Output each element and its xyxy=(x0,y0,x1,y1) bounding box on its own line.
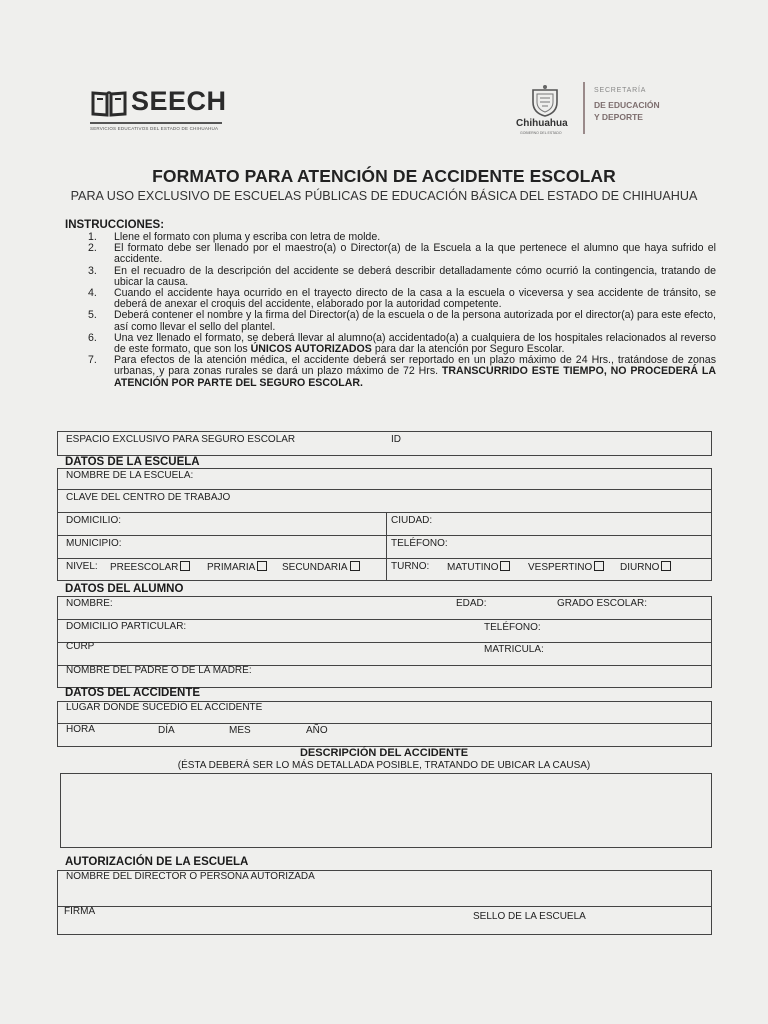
seech-wordmark: SEECH xyxy=(131,86,227,116)
parent-name-field[interactable]: NOMBRE DEL PADRE O DE LA MADRE: xyxy=(66,665,252,676)
instruction-number: 1. xyxy=(88,231,97,243)
preschool-option[interactable] xyxy=(110,561,190,573)
instruction-number: 2. xyxy=(88,242,97,255)
day-shift-option[interactable] xyxy=(620,561,671,573)
instruction-emphasis: TRANSCURRIDO ESTE TIEMPO, NO PROCEDERÁ LA ATENCIÓN POR PARTE DEL SEGURO ESCOLAR. xyxy=(114,365,716,389)
preschool-checkbox[interactable] xyxy=(180,561,190,571)
school-municipality-field[interactable]: MUNICIPIO: xyxy=(66,538,122,549)
school-level-label: NIVEL: xyxy=(66,561,98,572)
authorization-section-heading: AUTORIZACIÓN DE LA ESCUELA xyxy=(65,856,249,868)
secretaria-line-3: Y DEPORTE xyxy=(594,112,643,122)
school-seal-field[interactable]: SELLO DE LA ESCUELA xyxy=(473,911,586,922)
instruction-item xyxy=(68,243,716,265)
instruction-item xyxy=(68,333,716,355)
school-shift-label: TURNO: xyxy=(391,561,430,572)
instruction-text: Deberá contener el nombre y la firma del Director(a) de la escuela o de la persona autorizada por el director(a) para este efecto, así como llevar el sello del plantel. xyxy=(114,309,716,333)
row-divider xyxy=(57,906,712,907)
instruction-item xyxy=(68,266,716,288)
state-seal-icon xyxy=(528,84,562,118)
insurance-label: ESPACIO EXCLUSIVO PARA SEGURO ESCOLAR xyxy=(66,434,296,445)
logo-divider xyxy=(90,122,222,124)
secondary-checkbox[interactable] xyxy=(350,561,360,571)
instruction-item xyxy=(68,288,716,310)
open-book-icon xyxy=(90,88,128,118)
primary-checkbox[interactable] xyxy=(257,561,267,571)
student-name-field[interactable]: NOMBRE: xyxy=(66,598,113,609)
school-city-field[interactable]: CIUDAD: xyxy=(391,515,433,526)
insurance-id-label: ID xyxy=(391,434,401,445)
primary-option[interactable] xyxy=(207,561,267,573)
column-divider xyxy=(386,512,387,581)
instruction-text: Llene el formato con pluma y escriba con letra de molde. xyxy=(114,231,381,243)
row-divider xyxy=(57,619,712,620)
morning-label: MATUTINO xyxy=(447,562,499,573)
instruction-text-part: Para efectos de la atención médica, el accidente deberá ser reportado en un plazo máximo de 24 Hrs., tratándose de zonas urbanas, y para zonas rurales se dará un plazo máximo de 72 Hrs. xyxy=(114,354,716,378)
instruction-text xyxy=(92,355,716,389)
evening-label: VESPERTINO xyxy=(528,562,593,573)
school-cct-field[interactable]: CLAVE DEL CENTRO DE TRABAJO xyxy=(66,492,231,503)
instruction-number: 4. xyxy=(88,287,97,300)
row-divider xyxy=(57,489,712,490)
instruction-number: 5. xyxy=(88,309,97,322)
description-note: (ÉSTA DEBERÁ SER LO MÁS DETALLADA POSIBLE, TRATANDO DE UBICAR LA CAUSA) xyxy=(177,760,591,771)
school-section-heading: DATOS DE LA ESCUELA xyxy=(65,456,200,468)
secondary-label: SECUNDARIA xyxy=(282,562,348,573)
student-age-field[interactable]: EDAD: xyxy=(456,598,487,609)
seech-tagline: SERVICIOS EDUCATIVOS DEL ESTADO DE CHIHUAHUA xyxy=(90,126,219,131)
primary-label: PRIMARIA xyxy=(207,562,256,573)
document-subtitle: PARA USO EXCLUSIVO DE ESCUELAS PÚBLICAS DE EDUCACIÓN BÁSICA DEL ESTADO DE CHIHUAHUA xyxy=(70,189,698,203)
document-title: FORMATO PARA ATENCIÓN DE ACCIDENTE ESCOLAR xyxy=(152,166,616,186)
student-address-field[interactable]: DOMICILIO PARTICULAR: xyxy=(66,621,187,632)
chihuahua-wordmark: Chihuahua xyxy=(516,118,568,129)
seech-logo xyxy=(90,86,240,132)
day-shift-label: DIURNO xyxy=(620,562,660,573)
accident-place-field[interactable]: LUGAR DONDE SUCEDIÓ EL ACCIDENTE xyxy=(66,702,263,713)
row-divider xyxy=(57,723,712,724)
school-address-field[interactable]: DOMICILIO: xyxy=(66,515,122,526)
row-divider xyxy=(57,512,712,513)
instruction-text: Cuando el accidente haya ocurrido en el trayecto directo de la casa a la escuela o viceversa y sea accidente de tránsito, se deberá de anexar el croquis del accidente, elaborado por la autoridad competente. xyxy=(114,287,716,311)
student-section-heading: DATOS DEL ALUMNO xyxy=(65,583,184,595)
chihuahua-subtitle: GOBIERNO DEL ESTADO xyxy=(520,131,562,135)
student-curp-field[interactable]: CURP xyxy=(66,641,95,652)
accident-month-field[interactable]: MES xyxy=(229,725,251,736)
evening-checkbox[interactable] xyxy=(594,561,604,571)
secondary-option[interactable] xyxy=(282,561,360,573)
morning-option[interactable] xyxy=(447,561,510,573)
logo-separator xyxy=(583,82,585,134)
instruction-number: 3. xyxy=(88,264,97,277)
instruction-text-part: para dar la atención por Seguro Escolar. xyxy=(371,343,565,356)
accident-hour-field[interactable]: HORA xyxy=(66,724,95,735)
signature-field[interactable]: FIRMA xyxy=(64,906,96,917)
student-grade-field[interactable]: GRADO ESCOLAR: xyxy=(557,598,648,609)
preschool-label: PREESCOLAR xyxy=(110,562,179,573)
instruction-item xyxy=(68,355,716,389)
instruction-text: En el recuadro de la descripción del accidente se deberá describir detalladamente cómo ocurrió la contingencia, tratando de ubicar la causa. xyxy=(114,264,716,288)
day-shift-checkbox[interactable] xyxy=(661,561,671,571)
description-textarea[interactable] xyxy=(60,773,712,848)
instruction-item xyxy=(68,310,716,332)
accident-section-heading: DATOS DEL ACCIDENTE xyxy=(65,687,201,699)
instruction-emphasis: ÚNICOS AUTORIZADOS xyxy=(250,343,372,356)
row-divider xyxy=(57,642,712,643)
student-phone-field[interactable]: TELÉFONO: xyxy=(484,622,541,633)
description-heading: DESCRIPCIÓN DEL ACCIDENTE xyxy=(299,747,469,759)
accident-day-field[interactable]: DÍA xyxy=(158,725,175,736)
row-divider xyxy=(57,558,712,559)
row-divider xyxy=(57,535,712,536)
secretaria-label: SECRETARÍA xyxy=(594,87,647,94)
instruction-text: El formato debe ser llenado por el maestro(a) o Director(a) de la Escuela a la que pertenece el alumno que haya sufrido el accidente. xyxy=(114,242,716,266)
instruction-text-part: Una vez llenado el formato, se deberá llevar al alumno(a) accidentado(a) a cualquiera de los hospitales relacionados al reverso de este formato, que son los xyxy=(114,331,716,356)
instruction-number: 7. xyxy=(88,354,97,367)
accident-year-field[interactable]: AÑO xyxy=(306,725,328,736)
instruction-number: 6. xyxy=(88,331,97,344)
instructions-list xyxy=(68,232,716,389)
morning-checkbox[interactable] xyxy=(500,561,510,571)
instructions-heading: INSTRUCCIONES: xyxy=(65,219,165,231)
instruction-text xyxy=(92,333,716,355)
secretaria-line-2: DE EDUCACIÓN xyxy=(594,100,660,110)
student-enrollment-field[interactable]: MATRICULA: xyxy=(484,644,544,655)
school-name-field[interactable]: NOMBRE DE LA ESCUELA: xyxy=(66,470,194,481)
evening-option[interactable] xyxy=(528,561,604,573)
chihuahua-logo xyxy=(516,80,676,140)
school-phone-field[interactable]: TELÉFONO: xyxy=(391,538,448,549)
director-name-field[interactable]: NOMBRE DEL DIRECTOR O PERSONA AUTORIZADA xyxy=(66,871,315,882)
